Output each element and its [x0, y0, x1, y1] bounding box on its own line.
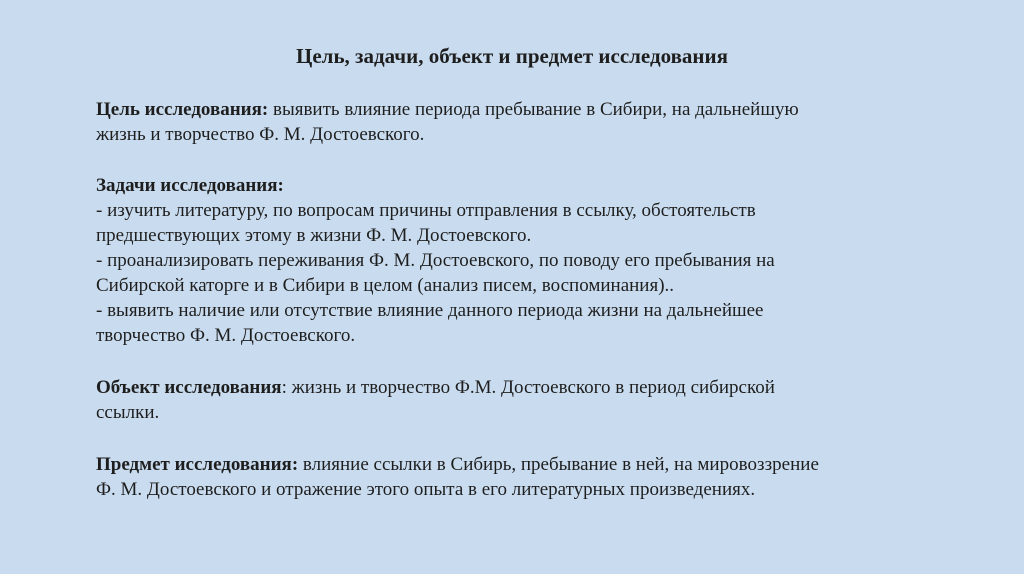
task-line: творчество Ф. М. Достоевского.: [96, 325, 356, 346]
object-text-2: ссылки.: [96, 402, 160, 423]
goal-section: [96, 97, 926, 147]
task-line: - изучить литературу, по вопросам причины отправления в ссылку, обстоятельств: [96, 200, 756, 221]
task-line: предшествующих этому в жизни Ф. М. Достоевского.: [96, 225, 532, 246]
subject-text-1: влияние ссылки в Сибирь, пребывание в ней, на мировоззрение: [298, 454, 819, 475]
subject-line-1: [96, 452, 926, 477]
subject-text-2: Ф. М. Достоевского и отражение этого опыта в его литературных произведениях.: [96, 479, 756, 500]
object-section: [96, 375, 926, 425]
object-text-1: : жизнь и творчество Ф.М. Достоевского в период сибирской: [281, 377, 775, 398]
task-line: Сибирской каторге и в Сибири в целом (анализ писем, воспоминания)..: [96, 275, 675, 296]
tasks-section: [96, 173, 926, 348]
tasks-label: Задачи исследования:: [96, 175, 284, 196]
slide-title: Цель, задачи, объект и предмет исследования: [296, 44, 728, 68]
object-label: Объект исследования: [96, 377, 282, 398]
subject-label: Предмет исследования:: [96, 454, 299, 475]
subject-section: [96, 452, 926, 502]
task-line: - выявить наличие или отсутствие влияние данного периода жизни на дальнейшее: [96, 300, 764, 321]
goal-text-1: выявить влияние периода пребывание в Сибири, на дальнейшую: [268, 99, 799, 120]
task-line: - проанализировать переживания Ф. М. Достоевского, по поводу его пребывания на: [96, 250, 775, 271]
goal-text-2: жизнь и творчество Ф. М. Достоевского.: [96, 124, 425, 145]
object-line-1: [96, 375, 926, 400]
goal-label: Цель исследования:: [96, 99, 269, 120]
goal-line-1: [96, 97, 926, 122]
